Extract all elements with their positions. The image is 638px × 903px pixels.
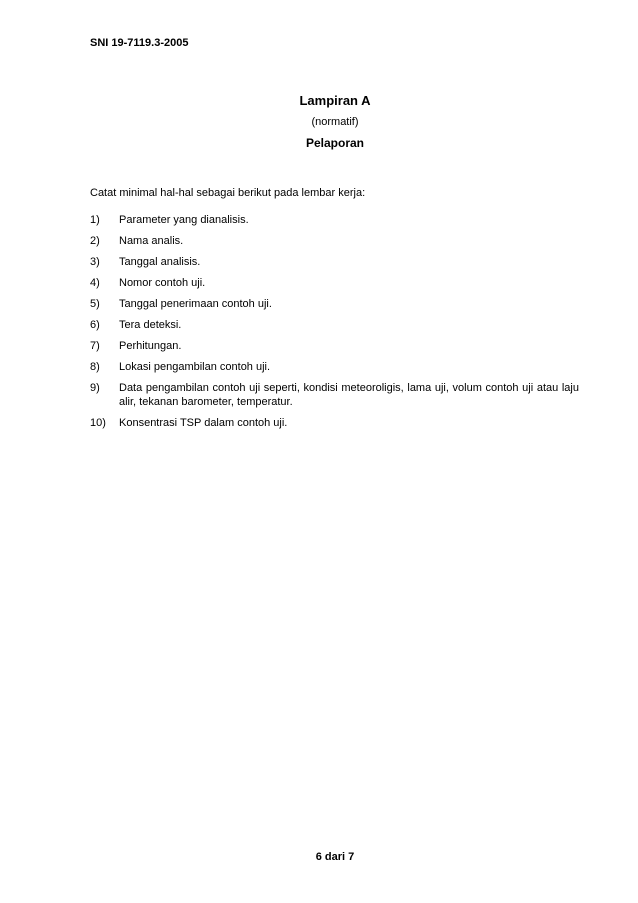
list-item-number: 6) [90, 319, 100, 331]
list-item [90, 297, 579, 311]
requirements-list [90, 213, 579, 437]
list-item-text: Tanggal penerimaan contoh uji. [119, 298, 272, 310]
list-item [90, 276, 579, 290]
list-item [90, 318, 579, 332]
list-item [90, 255, 579, 269]
intro-text: Catat minimal hal-hal sebagai berikut pada lembar kerja: [90, 187, 366, 199]
list-item-text: Nomor contoh uji. [119, 277, 206, 289]
annex-type: (normatif) [311, 116, 359, 128]
list-item-number: 5) [90, 298, 100, 310]
page-number: 6 dari 7 [315, 851, 355, 863]
list-item-text: Konsentrasi TSP dalam contoh uji. [119, 417, 288, 429]
list-item-text: Data pengambilan contoh uji seperti, kondisi meteoroligis, lama uji, volum contoh uji atau laju alir, tekanan barometer, temperatur. [119, 382, 579, 408]
list-item [90, 416, 579, 430]
annex-title: Lampiran A [299, 93, 371, 108]
list-item-number: 1) [90, 214, 100, 226]
list-item-number: 4) [90, 277, 100, 289]
document-code: SNI 19-7119.3-2005 [90, 37, 189, 49]
list-item-number: 8) [90, 361, 100, 373]
list-item-text: Parameter yang dianalisis. [119, 214, 249, 226]
list-item-text: Lokasi pengambilan contoh uji. [119, 361, 271, 373]
list-item [90, 360, 579, 374]
list-item-number: 7) [90, 340, 100, 352]
list-item [90, 381, 579, 409]
list-item [90, 234, 579, 248]
list-item-text: Nama analis. [119, 235, 184, 247]
list-item-number: 9) [90, 382, 100, 394]
list-item [90, 213, 579, 227]
list-item [90, 339, 579, 353]
list-item-text: Tera deteksi. [119, 319, 182, 331]
list-item-text: Tanggal analisis. [119, 256, 201, 268]
list-item-number: 3) [90, 256, 100, 268]
annex-subject: Pelaporan [305, 136, 365, 150]
list-item-text: Perhitungan. [119, 340, 182, 352]
list-item-number: 2) [90, 235, 100, 247]
list-item-number: 10) [90, 417, 106, 429]
